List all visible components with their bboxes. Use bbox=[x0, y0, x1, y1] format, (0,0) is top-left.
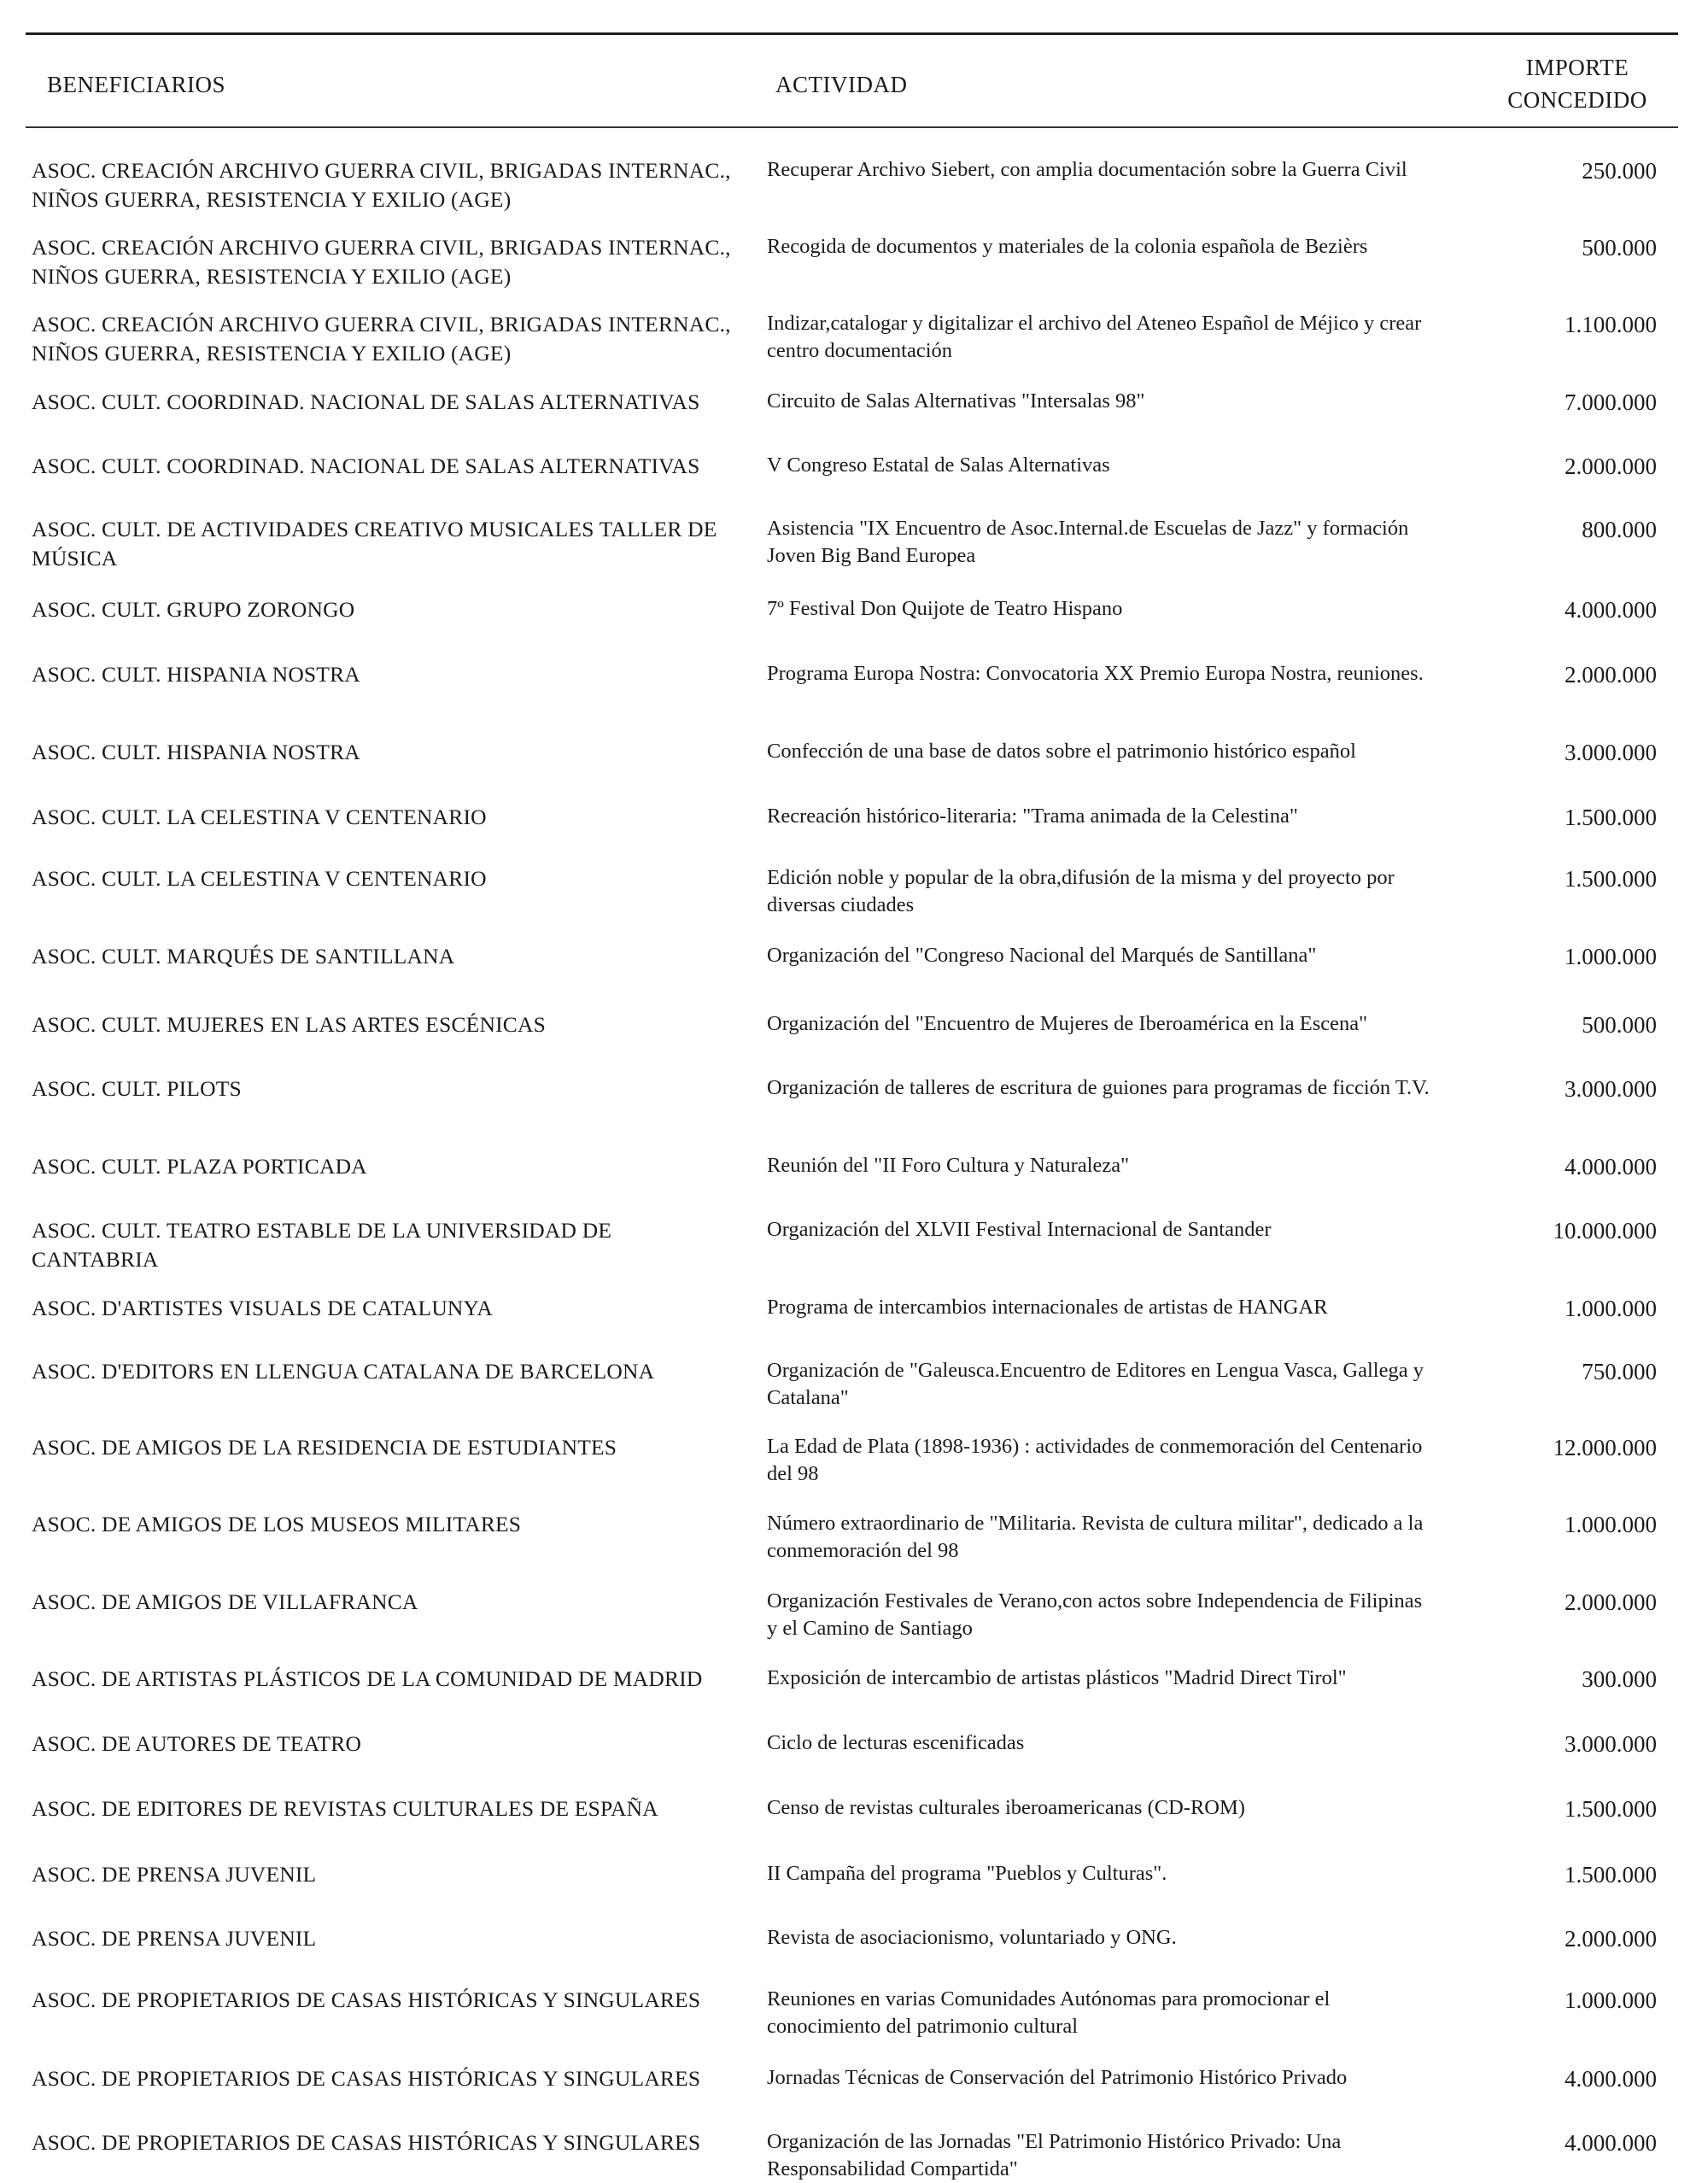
beneficiario-cell: ASOC. D'EDITORS EN LLENGUA CATALANA DE BARCELONA bbox=[32, 1359, 655, 1384]
importe-cell: 300.000 bbox=[1582, 1666, 1657, 1692]
actividad-cell: Organización de talleres de escritura de guiones para programas de ficción T.V. bbox=[767, 1076, 1430, 1099]
beneficiario-cell: ASOC. CULT. LA CELESTINA V CENTENARIO bbox=[32, 805, 487, 829]
beneficiario-cell: ASOC. DE PRENSA JUVENIL bbox=[32, 1862, 317, 1887]
beneficiario-cell: ASOC. CULT. MARQUÉS DE SANTILLANA bbox=[32, 944, 455, 969]
beneficiario-cell: ASOC. CULT. LA CELESTINA V CENTENARIO bbox=[32, 866, 487, 891]
beneficiario-cell: ASOC. CULT. HISPANIA NOSTRA bbox=[32, 740, 360, 764]
importe-cell: 750.000 bbox=[1582, 1359, 1657, 1384]
actividad-cell: Revista de asociacionismo, voluntariado y ONG. bbox=[767, 1926, 1177, 1949]
importe-cell: 2.000.000 bbox=[1565, 1926, 1657, 1952]
beneficiario-cell: ASOC. CULT. COORDINAD. NACIONAL DE SALAS ALTERNATIVAS bbox=[32, 454, 700, 478]
importe-cell: 2.000.000 bbox=[1565, 662, 1657, 688]
beneficiario-cell: ASOC. CREACIÓN ARCHIVO GUERRA CIVIL, BRIGADAS INTERNAC., NIÑOS GUERRA, RESISTENCIA Y EXILIO (AGE) bbox=[32, 158, 731, 212]
actividad-cell: 7º Festival Don Quijote de Teatro Hispano bbox=[767, 597, 1123, 620]
importe-cell: 1.500.000 bbox=[1565, 1862, 1657, 1887]
importe-cell: 1.100.000 bbox=[1565, 312, 1657, 337]
actividad-cell: Jornadas Técnicas de Conservación del Patrimonio Histórico Privado bbox=[767, 2066, 1348, 2089]
beneficiario-cell: ASOC. DE PROPIETARIOS DE CASAS HISTÓRICAS Y SINGULARES bbox=[32, 1987, 701, 2012]
beneficiario-cell: ASOC. DE AMIGOS DE LOS MUSEOS MILITARES bbox=[32, 1512, 522, 1536]
importe-cell: 1.500.000 bbox=[1565, 1796, 1657, 1822]
actividad-cell: Organización del "Encuentro de Mujeres de Iberoamérica en la Escena" bbox=[767, 1012, 1368, 1035]
beneficiario-cell: ASOC. DE ARTISTAS PLÁSTICOS DE LA COMUNIDAD DE MADRID bbox=[32, 1666, 703, 1691]
actividad-cell: Reunión del "II Foro Cultura y Naturaleza" bbox=[767, 1154, 1130, 1177]
importe-cell: 1.000.000 bbox=[1565, 944, 1657, 969]
actividad-cell: V Congreso Estatal de Salas Alternativas bbox=[767, 454, 1110, 477]
actividad-cell: Organización del XLVII Festival Internacional de Santander bbox=[767, 1218, 1272, 1241]
beneficiario-cell: ASOC. DE EDITORES DE REVISTAS CULTURALES DE ESPAÑA bbox=[32, 1796, 658, 1821]
importe-cell: 3.000.000 bbox=[1565, 1076, 1657, 1102]
actividad-cell: Asistencia "IX Encuentro de Asoc.Internal.de Escuelas de Jazz" y formación Joven Big Band Europea bbox=[767, 517, 1409, 567]
importe-cell: 1.000.000 bbox=[1565, 1512, 1657, 1537]
actividad-cell: Exposición de intercambio de artistas plásticos "Madrid Direct Tirol" bbox=[767, 1666, 1347, 1689]
importe-cell: 4.000.000 bbox=[1565, 597, 1657, 623]
beneficiario-cell: ASOC. CULT. DE ACTIVIDADES CREATIVO MUSICALES TALLER DE MÚSICA bbox=[32, 517, 717, 571]
beneficiario-cell: ASOC. DE AMIGOS DE LA RESIDENCIA DE ESTUDIANTES bbox=[32, 1435, 617, 1460]
importe-cell: 800.000 bbox=[1582, 517, 1657, 542]
importe-cell: 2.000.000 bbox=[1565, 454, 1657, 479]
actividad-cell: Organización del "Congreso Nacional del Marqués de Santillana" bbox=[767, 944, 1317, 967]
actividad-cell: Indizar,catalogar y digitalizar el archivo del Ateneo Español de Méjico y crear centro documentación bbox=[767, 312, 1422, 362]
header-beneficiarios: BENEFICIARIOS bbox=[47, 72, 226, 97]
actividad-cell: Organización de las Jornadas "El Patrimonio Histórico Privado: Una Responsabilidad Compartida" bbox=[767, 2130, 1342, 2180]
importe-cell: 500.000 bbox=[1582, 1012, 1657, 1038]
importe-cell: 12.000.000 bbox=[1553, 1435, 1657, 1460]
importe-cell: 1.000.000 bbox=[1565, 1296, 1657, 1321]
actividad-cell: II Campaña del programa "Pueblos y Culturas". bbox=[767, 1862, 1167, 1885]
importe-cell: 3.000.000 bbox=[1565, 1731, 1657, 1757]
actividad-cell: Organización de "Galeusca.Encuentro de Editores en Lengua Vasca, Gallega y Catalana" bbox=[767, 1359, 1424, 1409]
importe-cell: 7.000.000 bbox=[1565, 389, 1657, 415]
actividad-cell: Edición noble y popular de la obra,difusión de la misma y del proyecto por diversas ciudades bbox=[767, 866, 1395, 916]
beneficiario-cell: ASOC. DE AMIGOS DE VILLAFRANCA bbox=[32, 1589, 418, 1614]
header-importe-line2: CONCEDIDO bbox=[1507, 87, 1647, 113]
beneficiario-cell: ASOC. CULT. COORDINAD. NACIONAL DE SALAS ALTERNATIVAS bbox=[32, 389, 700, 414]
beneficiario-cell: ASOC. CREACIÓN ARCHIVO GUERRA CIVIL, BRIGADAS INTERNAC., NIÑOS GUERRA, RESISTENCIA Y EXILIO (AGE) bbox=[32, 312, 731, 366]
importe-cell: 4.000.000 bbox=[1565, 2130, 1657, 2156]
actividad-cell: Reuniones en varias Comunidades Autónomas para promocionar el conocimiento del patrimonio cultural bbox=[767, 1987, 1331, 2038]
beneficiario-cell: ASOC. D'ARTISTES VISUALS DE CATALUNYA bbox=[32, 1296, 493, 1320]
importe-cell: 1.500.000 bbox=[1565, 805, 1657, 830]
importe-cell: 1.500.000 bbox=[1565, 866, 1657, 892]
beneficiario-cell: ASOC. CULT. HISPANIA NOSTRA bbox=[32, 662, 360, 687]
actividad-cell: Censo de revistas culturales iberoamericanas (CD-ROM) bbox=[767, 1796, 1245, 1819]
beneficiario-cell: ASOC. CULT. TEATRO ESTABLE DE LA UNIVERSIDAD DE CANTABRIA bbox=[32, 1218, 612, 1272]
actividad-cell: Programa de intercambios internacionales de artistas de HANGAR bbox=[767, 1296, 1328, 1319]
actividad-cell: Circuito de Salas Alternativas "Intersalas 98" bbox=[767, 389, 1145, 413]
beneficiario-cell: ASOC. CULT. PILOTS bbox=[32, 1076, 242, 1101]
actividad-cell: Programa Europa Nostra: Convocatoria XX Premio Europa Nostra, reuniones. bbox=[767, 662, 1424, 685]
importe-cell: 4.000.000 bbox=[1565, 2066, 1657, 2092]
top-rule bbox=[26, 32, 1678, 35]
beneficiario-cell: ASOC. DE AUTORES DE TEATRO bbox=[32, 1731, 362, 1756]
importe-cell: 4.000.000 bbox=[1565, 1154, 1657, 1179]
actividad-cell: Organización Festivales de Verano,con actos sobre Independencia de Filipinas y el Camino de Santiago bbox=[767, 1589, 1423, 1640]
beneficiario-cell: ASOC. CULT. PLAZA PORTICADA bbox=[32, 1154, 367, 1179]
beneficiario-cell: ASOC. CULT. GRUPO ZORONGO bbox=[32, 597, 355, 622]
beneficiario-cell: ASOC. DE PRENSA JUVENIL bbox=[32, 1926, 317, 1951]
actividad-cell: Ciclo de lecturas escenificadas bbox=[767, 1731, 1025, 1754]
importe-cell: 500.000 bbox=[1582, 235, 1657, 260]
header-importe bbox=[1496, 51, 1658, 116]
beneficiario-cell: ASOC. DE PROPIETARIOS DE CASAS HISTÓRICAS Y SINGULARES bbox=[32, 2066, 701, 2091]
header-actividad: ACTIVIDAD bbox=[775, 72, 908, 97]
beneficiario-cell: ASOC. DE PROPIETARIOS DE CASAS HISTÓRICAS Y SINGULARES bbox=[32, 2130, 701, 2155]
importe-cell: 1.000.000 bbox=[1565, 1987, 1657, 2013]
importe-cell: 3.000.000 bbox=[1565, 740, 1657, 765]
importe-cell: 250.000 bbox=[1582, 158, 1657, 184]
actividad-cell: Recuperar Archivo Siebert, con amplia documentación sobre la Guerra Civil bbox=[767, 158, 1407, 181]
header-rule bbox=[26, 126, 1678, 128]
actividad-cell: Confección de una base de datos sobre el patrimonio histórico español bbox=[767, 740, 1356, 763]
beneficiario-cell: ASOC. CREACIÓN ARCHIVO GUERRA CIVIL, BRIGADAS INTERNAC., NIÑOS GUERRA, RESISTENCIA Y EXILIO (AGE) bbox=[32, 235, 731, 289]
actividad-cell: La Edad de Plata (1898-1936) : actividades de conmemoración del Centenario del 98 bbox=[767, 1435, 1423, 1485]
actividad-cell: Recogida de documentos y materiales de la colonia española de Bezièrs bbox=[767, 235, 1368, 258]
actividad-cell: Recreación histórico-literaria: "Trama animada de la Celestina" bbox=[767, 805, 1298, 828]
header-importe-line1: IMPORTE bbox=[1525, 55, 1629, 80]
importe-cell: 10.000.000 bbox=[1553, 1218, 1657, 1244]
importe-cell: 2.000.000 bbox=[1565, 1589, 1657, 1615]
actividad-cell: Número extraordinario de "Militaria. Revista de cultura militar", dedicado a la conmemoración del 98 bbox=[767, 1512, 1424, 1562]
beneficiario-cell: ASOC. CULT. MUJERES EN LAS ARTES ESCÉNICAS bbox=[32, 1012, 546, 1037]
